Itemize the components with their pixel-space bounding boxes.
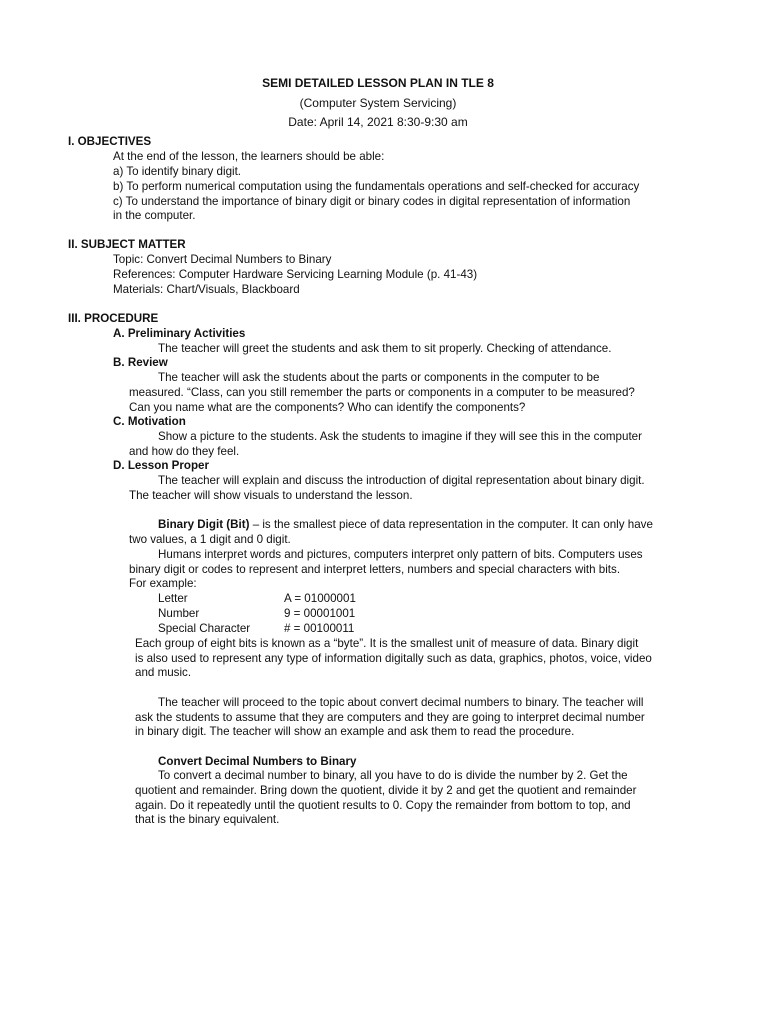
lesson-proper-text-line1: The teacher will explain and discuss the introduction of digital representation about binary digit. xyxy=(158,474,645,487)
example-value: A = 01000001 xyxy=(284,592,356,605)
byte-text-line2: is also used to represent any type of information digitally such as data, graphics, photos, voice, video xyxy=(135,652,652,665)
subject-references: References: Computer Hardware Servicing Learning Module (p. 41-43) xyxy=(113,268,478,281)
objective-b: b) To perform numerical computation using the fundamentals operations and self-checked for accuracy xyxy=(113,180,640,193)
document-subtitle: (Computer System Servicing) xyxy=(299,95,457,110)
example-label: Letter xyxy=(158,592,188,605)
proceed-text-line3: in binary digit. The teacher will show an example and ask them to read the procedure. xyxy=(135,725,575,738)
review-text-line3: Can you name what are the components? Who can identify the components? xyxy=(129,401,526,414)
review-heading: B. Review xyxy=(113,356,168,369)
convert-text-line4: that is the binary equivalent. xyxy=(135,813,280,826)
objective-c-line1: c) To understand the importance of binary digit or binary codes in digital representation of information xyxy=(113,195,631,208)
motivation-text-line1: Show a picture to the students. Ask the students to imagine if they will see this in the computer xyxy=(158,430,642,443)
binary-digit-term: Binary Digit (Bit) xyxy=(158,518,250,531)
binary-digit-definition-line2: two values, a 1 digit and 0 digit. xyxy=(129,533,291,546)
convert-text-line2: quotient and remainder. Bring down the quotient, divide it by 2 and get the quotient and remainder xyxy=(135,784,637,797)
title-block xyxy=(0,74,756,133)
convert-heading: Convert Decimal Numbers to Binary xyxy=(158,755,357,768)
example-value: 9 = 00001001 xyxy=(284,607,356,620)
objective-a: a) To identify binary digit. xyxy=(113,165,242,178)
procedure-heading: III. PROCEDURE xyxy=(68,312,159,325)
lesson-proper-heading: D. Lesson Proper xyxy=(113,459,209,472)
binary-digit-definition: – is the smallest piece of data representation in the computer. It can only have xyxy=(249,518,653,531)
subject-materials: Materials: Chart/Visuals, Blackboard xyxy=(113,283,300,296)
humans-text-line2: binary digit or codes to represent and interpret letters, numbers and special characters with bits. xyxy=(129,563,621,576)
lesson-proper-text-line2: The teacher will show visuals to understand the lesson. xyxy=(129,489,413,502)
review-text-line2: measured. “Class, can you still remember the parts or components in a computer to be measured? xyxy=(129,386,635,399)
objectives-intro: At the end of the lesson, the learners should be able: xyxy=(113,150,385,163)
example-label: Special Character xyxy=(158,622,251,635)
for-example-label: For example: xyxy=(129,577,197,590)
objectives-heading: I. OBJECTIVES xyxy=(68,135,152,148)
objective-c-line2: in the computer. xyxy=(113,209,196,222)
proceed-text-line1: The teacher will proceed to the topic about convert decimal numbers to binary. The teacher will xyxy=(158,696,644,709)
example-label: Number xyxy=(158,607,200,620)
humans-text-line1: Humans interpret words and pictures, computers interpret only pattern of bits. Computers uses xyxy=(158,548,643,561)
motivation-text-line2: and how do they feel. xyxy=(129,445,240,458)
preliminary-heading: A. Preliminary Activities xyxy=(113,327,246,340)
convert-text-line3: again. Do it repeatedly until the quotient results to 0. Copy the remainder from bottom to top, and xyxy=(135,799,631,812)
subject-matter-heading: II. SUBJECT MATTER xyxy=(68,238,186,251)
example-value: # = 00100011 xyxy=(284,622,355,635)
byte-text-line3: and music. xyxy=(135,666,192,679)
document-title: SEMI DETAILED LESSON PLAN IN TLE 8 xyxy=(262,76,494,90)
convert-text-line1: To convert a decimal number to binary, all you have to do is divide the number by 2. Get the xyxy=(158,769,628,782)
document-date: Date: April 14, 2021 8:30-9:30 am xyxy=(288,115,468,129)
binary-digit-definition-line1 xyxy=(158,518,653,533)
preliminary-text: The teacher will greet the students and ask them to sit properly. Checking of attendance. xyxy=(158,342,612,355)
subject-topic: Topic: Convert Decimal Numbers to Binary xyxy=(113,253,332,266)
proceed-text-line2: ask the students to assume that they are computers and they are going to interpret decimal number xyxy=(135,711,645,724)
byte-text-line1: Each group of eight bits is known as a “byte”. It is the smallest unit of measure of data. Binary digit xyxy=(135,637,639,650)
motivation-heading: C. Motivation xyxy=(113,415,186,428)
review-text-line1: The teacher will ask the students about the parts or components in the computer to be xyxy=(158,371,600,384)
